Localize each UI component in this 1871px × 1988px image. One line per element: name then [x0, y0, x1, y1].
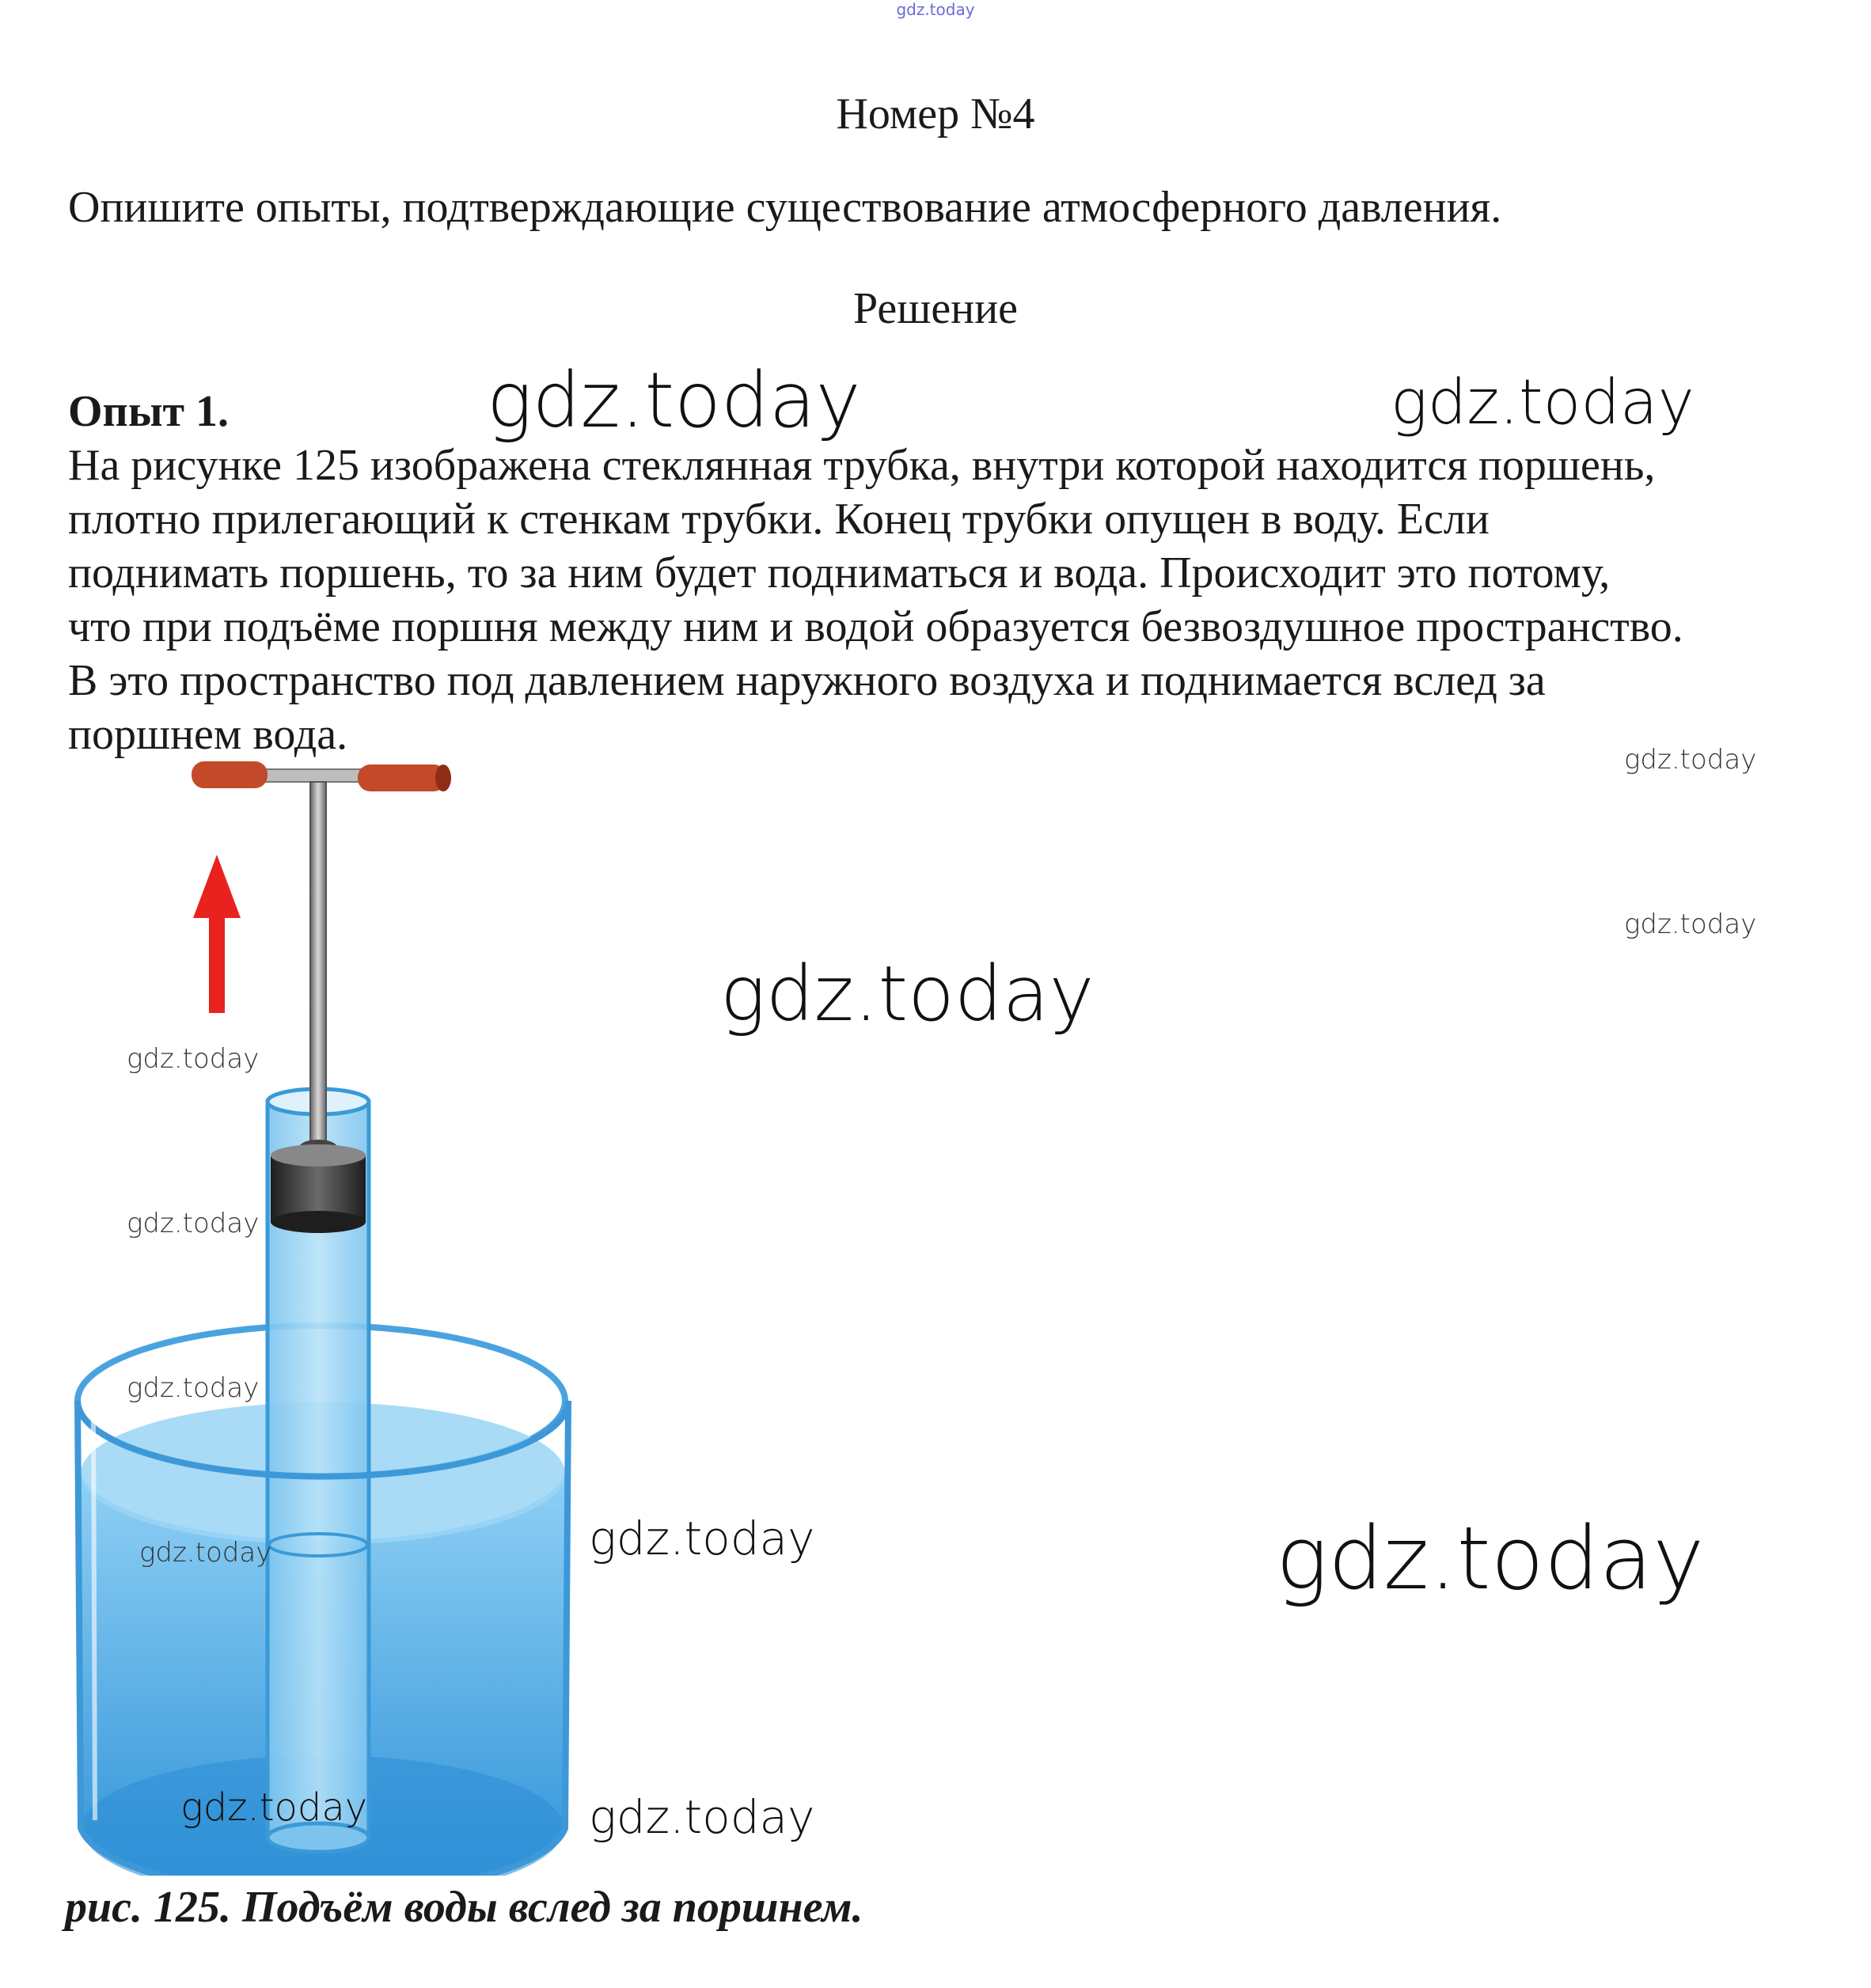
experiment-title: Опыт 1.: [68, 387, 230, 436]
experiment-description: [68, 438, 1841, 761]
watermark: gdz.today: [589, 1790, 815, 1844]
piston: [271, 1144, 366, 1233]
watermark: gdz.today: [1391, 367, 1695, 438]
watermark: gdz.today: [720, 950, 1095, 1038]
piston-tube-illustration: [47, 752, 586, 1876]
description-line: В это пространство под давлением наружного воздуха и поднимается вслед за: [68, 656, 1546, 705]
watermark: gdz.today: [127, 1043, 260, 1075]
page-title: Номер №4: [836, 89, 1035, 138]
watermark: gdz.today: [1624, 909, 1757, 940]
description-line: что при подъёме поршня между ним и водой образуется безвоздушное пространство.: [68, 602, 1683, 651]
figure-caption: рис. 125. Подъём воды вслед за поршнем.: [65, 1883, 863, 1932]
description-line: На рисунке 125 изображена стеклянная трубка, внутри которой находится поршень,: [68, 441, 1656, 490]
watermark: gdz.today: [127, 1372, 260, 1404]
up-arrow-icon: [193, 855, 241, 1013]
watermark: gdz.today: [487, 356, 861, 445]
watermark: gdz.today: [1276, 1508, 1705, 1609]
description-line: поднимать поршень, то за ним будет подниматься и вода. Происходит это потому,: [68, 548, 1611, 598]
task-question: Опишите опыты, подтверждающие существование атмосферного давления.: [68, 183, 1502, 232]
watermark: gdz.today: [180, 1785, 368, 1830]
piston-rod: [310, 782, 326, 1146]
watermark: gdz.today: [139, 1537, 272, 1569]
watermark: gdz.today: [127, 1208, 260, 1239]
solution-heading: Решение: [852, 284, 1019, 333]
description-line: плотно прилегающий к стенкам трубки. Конец трубки опущен в воду. Если: [68, 495, 1490, 544]
watermark: gdz.today: [1624, 744, 1757, 776]
top-watermark: gdz.today: [896, 0, 975, 19]
description-line: поршнем вода.: [68, 710, 348, 759]
watermark: gdz.today: [589, 1512, 815, 1565]
